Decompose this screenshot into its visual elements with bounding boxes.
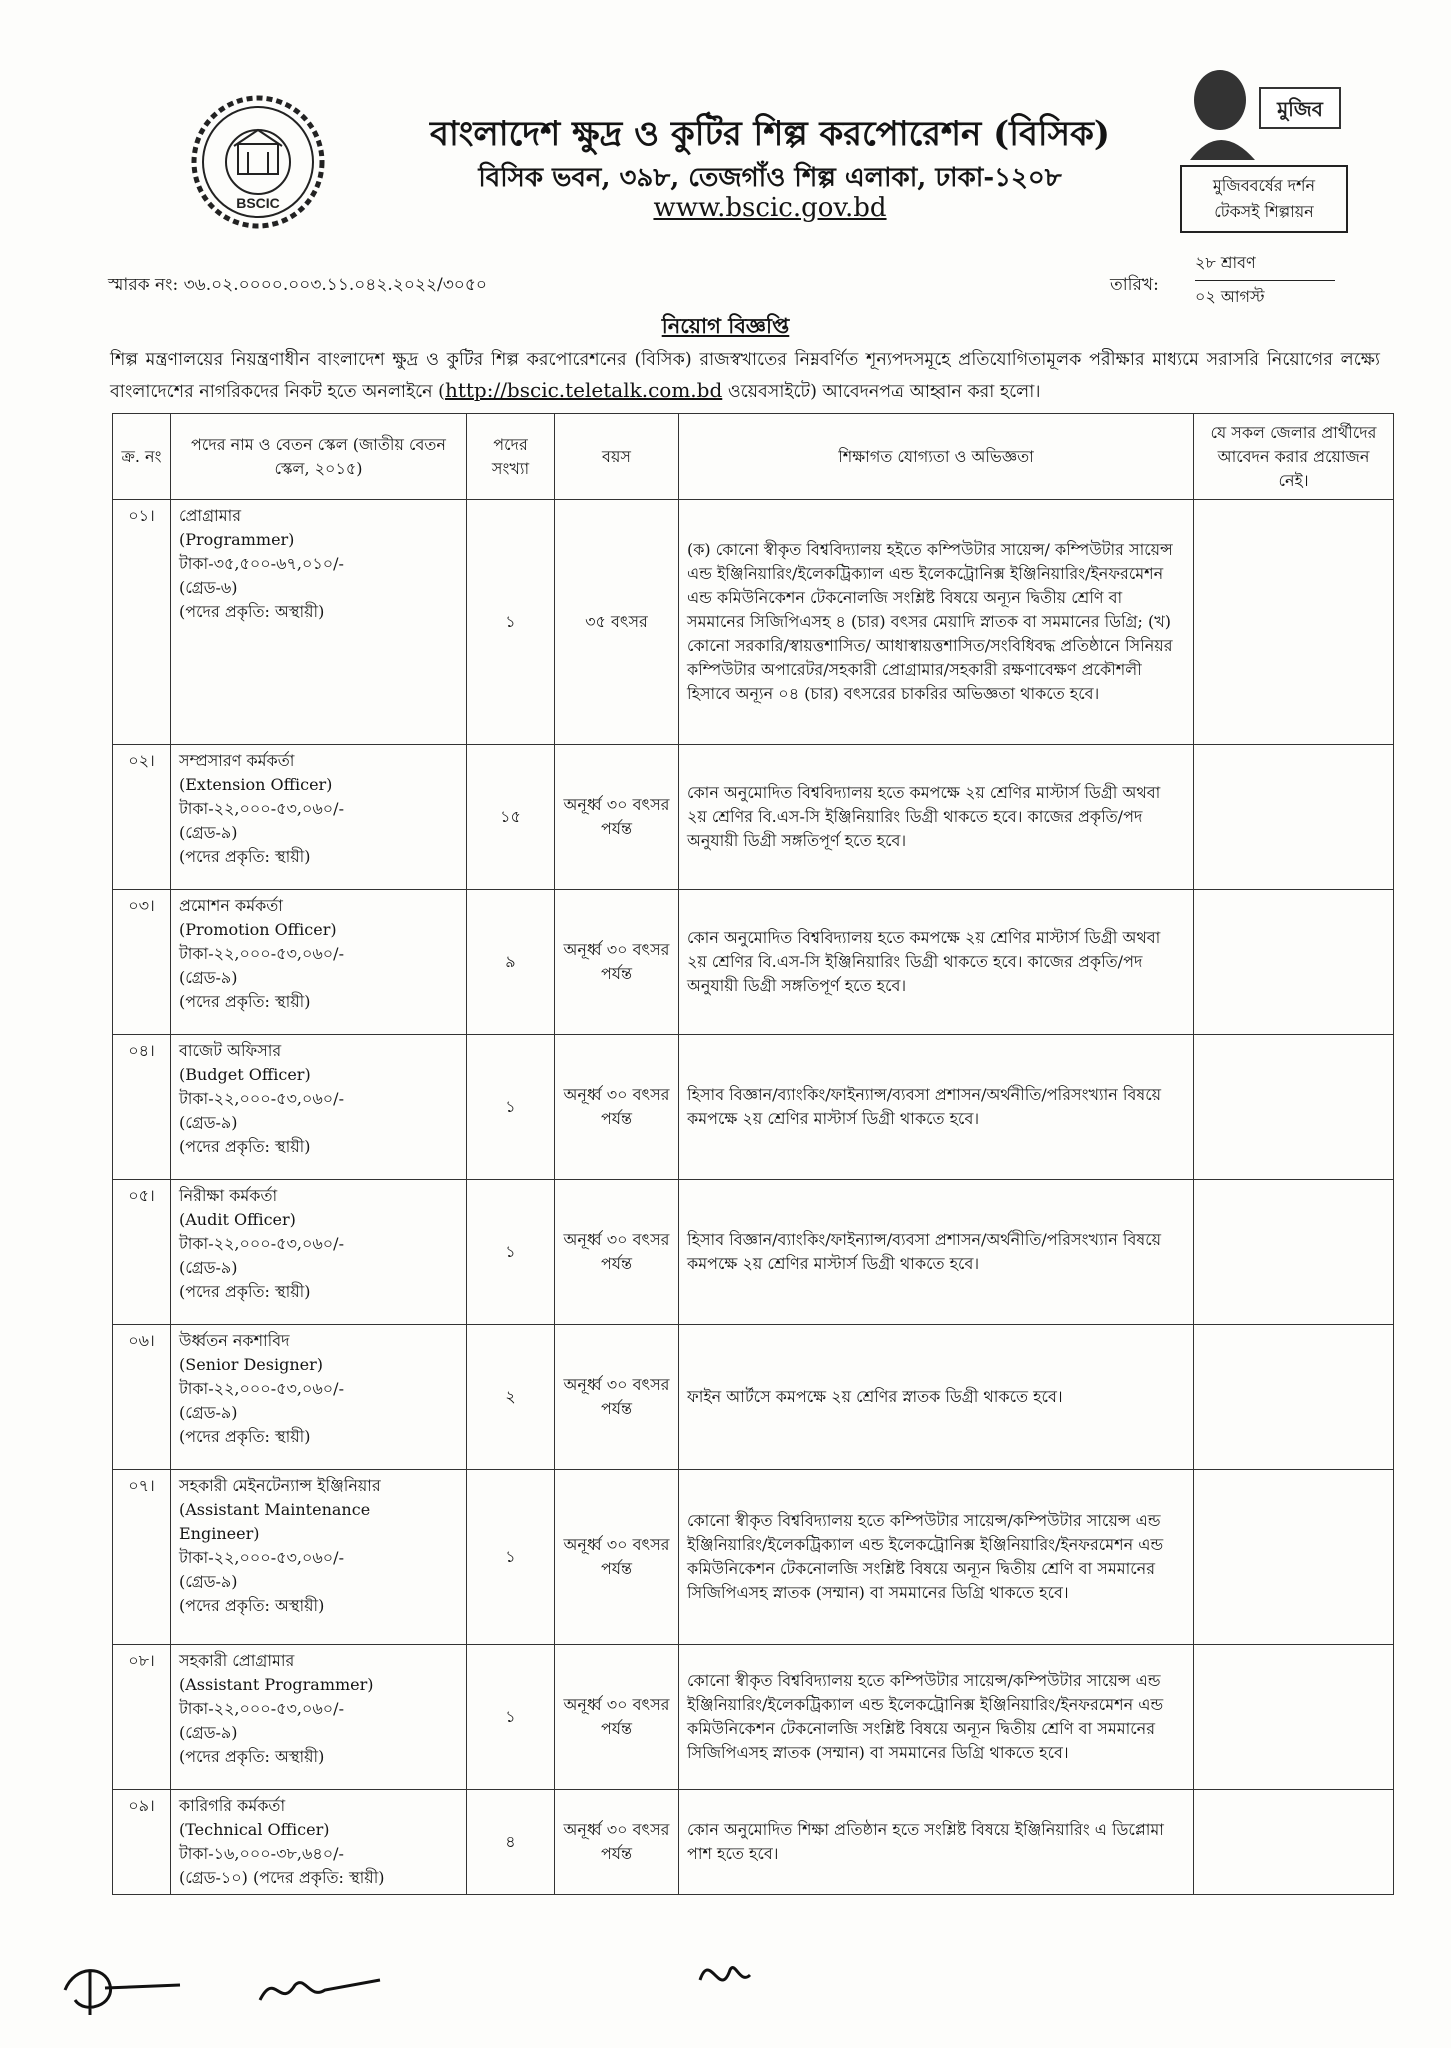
notice-title: নিয়োগ বিজ্ঞপ্তি (661, 313, 790, 338)
row-serial: ০৭। (113, 1470, 171, 1645)
date-bangla: ২৮ শ্রাবণ (1195, 250, 1335, 281)
row-qualification: কোন অনুমোদিত বিশ্ববিদ্যালয় হতে কমপক্ষে ২য় শ্রেণির মাস্টার্স ডিগ্রী অথবা ২য় শ্রেণির বি.এস-সি ইঞ্জিনিয়ারিং ডিগ্রী থাকতে হবে। কাজের প্রকৃতি/পদ অনুযায়ী ডিগ্রী সঙ্গতিপূর্ণ হতে হবে। (679, 890, 1194, 1035)
row-qualification: হিসাব বিজ্ঞান/ব্যাংকিং/ফাইন্যান্স/ব্যবসা প্রশাসন/অর্থনীতি/পরিসংখ্যান বিষয়ে কমপক্ষে ২য় শ্রেণির মাস্টার্স ডিগ্রী থাকতে হবে। (679, 1180, 1194, 1325)
post-info-line: (Senior Designer) (179, 1355, 323, 1374)
intro-text-after: ওয়েবসাইটে) আবেদনপত্র আহ্বান করা হলো। (722, 382, 1041, 402)
table-header-row (113, 414, 1394, 500)
post-info-line: (গ্রেড-৯) (179, 1723, 238, 1742)
row-post-count: ১ (467, 1645, 555, 1790)
row-age: অনূর্ধ্ব ৩০ বৎসর পর্যন্ত (555, 1790, 679, 1895)
post-info-line: উর্ধ্বতন নকশাবিদ (179, 1331, 290, 1350)
row-post-count: ১ (467, 1035, 555, 1180)
organization-address: বিসিক ভবন, ৩৯৮, তেজগাঁও শিল্প এলাকা, ঢাকা-১২০৮ (478, 163, 1062, 193)
post-info-line: প্রমোশন কর্মকর্তা (179, 896, 283, 915)
row-post-count: ১ (467, 1180, 555, 1325)
row-post-info (171, 1645, 467, 1790)
row-excluded-districts (1194, 1470, 1394, 1645)
row-excluded-districts (1194, 500, 1394, 745)
application-website-link[interactable]: http://bscic.teletalk.com.bd (444, 378, 723, 402)
header-post-and-scale: পদের নাম ও বেতন স্কেল (জাতীয় বেতন স্কেল, ২০১৫) (171, 414, 467, 500)
row-post-info (171, 745, 467, 890)
row-age: অনূর্ধ্ব ৩০ বৎসর পর্যন্ত (555, 1180, 679, 1325)
post-info-line: (Budget Officer) (179, 1065, 311, 1084)
row-post-info (171, 1180, 467, 1325)
row-post-count: ৯ (467, 890, 555, 1035)
mujib-badge-line2: টেকসই শিল্পায়ন (1214, 202, 1314, 221)
post-info-line: (গ্রেড-৯) (179, 968, 238, 987)
post-info-line: কারিগরি কর্মকর্তা (179, 1796, 286, 1815)
row-age: অনূর্ধ্ব ৩০ বৎসর পর্যন্ত (555, 1325, 679, 1470)
post-info-line: (Assistant Maintenance (179, 1500, 371, 1519)
post-info-line: টাকা-১৬,০০০-৩৮,৬৪০/- (179, 1844, 344, 1863)
row-post-count: ২ (467, 1325, 555, 1470)
post-info-line: প্রোগ্রামার (179, 506, 242, 525)
row-post-count: ৪ (467, 1790, 555, 1895)
post-info-line: টাকা-৩৫,৫০০-৬৭,০১০/- (179, 554, 344, 573)
post-info-line: (Audit Officer) (179, 1210, 296, 1229)
header-qualification: শিক্ষাগত যোগ্যতা ও অভিজ্ঞতা (679, 414, 1194, 500)
table-row (113, 745, 1394, 890)
mujib-year-logo (1175, 60, 1355, 160)
post-info-line: টাকা-২২,০০০-৫৩,০৬০/- (179, 799, 344, 818)
row-age: অনূর্ধ্ব ৩০ বৎসর পর্যন্ত (555, 890, 679, 1035)
post-info-line: টাকা-২২,০০০-৫৩,০৬০/- (179, 1234, 344, 1253)
row-serial: ০১। (113, 500, 171, 745)
row-age: অনূর্ধ্ব ৩০ বৎসর পর্যন্ত (555, 1470, 679, 1645)
post-info-line: (গ্রেড-৯) (179, 1572, 238, 1591)
post-info-line: (পদের প্রকৃতি: স্থায়ী) (179, 1282, 311, 1301)
post-info-line: (গ্রেড-১০) (পদের প্রকৃতি: স্থায়ী) (179, 1868, 385, 1887)
row-post-count: ১ (467, 1470, 555, 1645)
post-info-line: টাকা-২২,০০০-৫৩,০৬০/- (179, 1379, 344, 1398)
post-info-line: (গ্রেড-৯) (179, 1113, 238, 1132)
post-info-line: (Assistant Programmer) (179, 1675, 374, 1694)
row-post-info (171, 1470, 467, 1645)
post-info-line: সম্প্রসারণ কর্মকর্তা (179, 751, 295, 770)
row-post-info (171, 1035, 467, 1180)
row-qualification: কোন অনুমোদিত শিক্ষা প্রতিষ্ঠান হতে সংশ্লিষ্ট বিষয়ে ইঞ্জিনিয়ারিং এ ডিপ্লোমা পাশ হতে হবে। (679, 1790, 1194, 1895)
row-age: অনূর্ধ্ব ৩০ বৎসর পর্যন্ত (555, 745, 679, 890)
row-qualification: হিসাব বিজ্ঞান/ব্যাংকিং/ফাইন্যান্স/ব্যবসা প্রশাসন/অর্থনীতি/পরিসংখ্যান বিষয়ে কমপক্ষে ২য় শ্রেণির মাস্টার্স ডিগ্রী থাকতে হবে। (679, 1035, 1194, 1180)
post-info-line: (পদের প্রকৃতি: অস্থায়ী) (179, 602, 325, 621)
intro-text-before: শিল্প মন্ত্রণালয়ের নিয়ন্ত্রণাধীন বাংলাদেশ ক্ষুদ্র ও কুটির শিল্প করপোরেশনের (বিসিক) রাজস্বখাতের নিম্নবর্ণিত শূন্যপদসমূহে প্রতিযোগিতামূলক পরীক্ষার মাধ্যমে সরাসরি নিয়োগের লক্ষ্যে বাংলাদেশের নাগরিকদের নিকট হতে অনলাইনে ( (110, 350, 1380, 402)
mujib-logo-text: মুজিব (1277, 97, 1323, 121)
row-post-info (171, 1325, 467, 1470)
row-excluded-districts (1194, 745, 1394, 890)
row-serial: ০৫। (113, 1180, 171, 1325)
row-age: অনূর্ধ্ব ৩০ বৎসর পর্যন্ত (555, 1645, 679, 1790)
post-info-line: (Extension Officer) (179, 775, 333, 794)
row-excluded-districts (1194, 1035, 1394, 1180)
post-info-line: (পদের প্রকৃতি: স্থায়ী) (179, 847, 311, 866)
organization-name: বাংলাদেশ ক্ষুদ্র ও কুটির শিল্প করপোরেশন (বিসিক) (430, 114, 1110, 154)
date-label: তারিখ: (1110, 275, 1159, 295)
row-post-info (171, 890, 467, 1035)
row-excluded-districts (1194, 1325, 1394, 1470)
mujib-badge-box (1180, 165, 1348, 233)
row-serial: ০৯। (113, 1790, 171, 1895)
date-english: ০২ আগস্ট (1195, 287, 1265, 306)
row-excluded-districts (1194, 1180, 1394, 1325)
table-row (113, 1790, 1394, 1895)
post-info-line: (পদের প্রকৃতি: স্থায়ী) (179, 1427, 311, 1446)
row-serial: ০৮। (113, 1645, 171, 1790)
table-row (113, 1325, 1394, 1470)
row-post-count: ১৫ (467, 745, 555, 890)
table-row (113, 500, 1394, 745)
table-row (113, 1470, 1394, 1645)
row-serial: ০২। (113, 745, 171, 890)
post-info-line: টাকা-২২,০০০-৫৩,০৬০/- (179, 1699, 344, 1718)
table-row (113, 1035, 1394, 1180)
row-excluded-districts (1194, 1790, 1394, 1895)
memo-number: স্মারক নং: ৩৬.০২.০০০০.০০৩.১১.০৪২.২০২২/৩০৫০ (108, 275, 487, 295)
post-info-line: বাজেট অফিসার (179, 1041, 282, 1060)
table-row (113, 1645, 1394, 1790)
post-info-line: (পদের প্রকৃতি: স্থায়ী) (179, 992, 311, 1011)
post-info-line: (গ্রেড-৯) (179, 1258, 238, 1277)
header-excluded-districts: যে সকল জেলার প্রার্থীদের আবেদন করার প্রয়োজন নেই। (1194, 414, 1394, 500)
post-info-line: (Promotion Officer) (179, 920, 337, 939)
intro-paragraph (110, 345, 1380, 407)
row-excluded-districts (1194, 890, 1394, 1035)
header-post-count: পদের সংখ্যা (467, 414, 555, 500)
row-qualification: কোন অনুমোদিত বিশ্ববিদ্যালয় হতে কমপক্ষে ২য় শ্রেণির মাস্টার্স ডিগ্রী অথবা ২য় শ্রেণির বি.এস-সি ইঞ্জিনিয়ারিং ডিগ্রী থাকতে হবে। কাজের প্রকৃতি/পদ অনুযায়ী ডিগ্রী সঙ্গতিপূর্ণ হতে হবে। (679, 745, 1194, 890)
post-info-line: Engineer) (179, 1524, 260, 1543)
post-info-line: (গ্রেড-৬) (179, 578, 238, 597)
post-info-line: (গ্রেড-৯) (179, 1403, 238, 1422)
row-qualification: কোনো স্বীকৃত বিশ্ববিদ্যালয় হতে কম্পিউটার সায়েন্স/কম্পিউটার সায়েন্স এন্ড ইঞ্জিনিয়ারিং/ইলেকট্রিক্যাল এন্ড ইলেকট্রোনিক্স ইঞ্জিনিয়ারিং/ইনফরমেশন এন্ড কমিউনিকেশন টেকনোলজি সংশ্লিষ্ট বিষয়ে অন্যূন দ্বিতীয় শ্রেণি বা সমমানের সিজিপিএসহ স্নাতক (সম্মান) বা সমমানের ডিগ্রি থাকতে হবে। (679, 1470, 1194, 1645)
row-serial: ০৪। (113, 1035, 171, 1180)
row-age: অনূর্ধ্ব ৩০ বৎসর পর্যন্ত (555, 1035, 679, 1180)
row-serial: ০৬। (113, 1325, 171, 1470)
organization-website-link[interactable]: www.bscic.gov.bd (653, 193, 887, 223)
row-post-info (171, 1790, 467, 1895)
post-info-line: নিরীক্ষা কর্মকর্তা (179, 1186, 278, 1205)
table-body (113, 500, 1394, 1895)
seal-text: BSCIC (236, 195, 280, 211)
row-age: ৩৫ বৎসর (555, 500, 679, 745)
header-age: বয়স (555, 414, 679, 500)
row-qualification: (ক) কোনো স্বীকৃত বিশ্ববিদ্যালয় হইতে কম্পিউটার সায়েন্স/ কম্পিউটার সায়েন্স এন্ড ইঞ্জিনিয়ারিং/ইলেকট্রিক্যাল এন্ড ইলেকট্রোনিক্স ইঞ্জিনিয়ারিং/ইনফরমেশন এন্ড কমিউনিকেশন টেকনোলজি সংশ্লিষ্ট বিষয়ে অন্যূন দ্বিতীয় শ্রেণি বা সমমানের সিজিপিএসহ ৪ (চার) বৎসর মেয়াদি স্নাতক বা সমমানের ডিগ্রি; (খ) কোনো সরকারি/স্বায়ত্তশাসিত/ আধাস্বায়ত্তশাসিত/সংবিধিবদ্ধ প্রতিষ্ঠানে সিনিয়র কম্পিউটার অপারেটর/সহকারী প্রোগ্রামার/সহকারী রক্ষণাবেক্ষণ প্রকৌশলী হিসাবে অন্যূন ০৪ (চার) বৎসরের চাকরির অভিজ্ঞতা থাকতে হবে। (679, 500, 1194, 745)
post-info-line: টাকা-২২,০০০-৫৩,০৬০/- (179, 1089, 344, 1108)
date-block (1195, 250, 1335, 308)
post-info-line: (Programmer) (179, 530, 295, 549)
table-row (113, 890, 1394, 1035)
header-serial: ক্র. নং (113, 414, 171, 500)
post-info-line: সহকারী প্রোগ্রামার (179, 1651, 295, 1670)
post-info-line: টাকা-২২,০০০-৫৩,০৬০/- (179, 1548, 344, 1567)
row-qualification: ফাইন আর্টসে কমপক্ষে ২য় শ্রেণির স্নাতক ডিগ্রী থাকতে হবে। (679, 1325, 1194, 1470)
row-post-count: ১ (467, 500, 555, 745)
row-serial: ০৩। (113, 890, 171, 1035)
row-qualification: কোনো স্বীকৃত বিশ্ববিদ্যালয় হতে কম্পিউটার সায়েন্স/কম্পিউটার সায়েন্স এন্ড ইঞ্জিনিয়ারিং/ইলেকট্রিক্যাল এন্ড ইলেকট্রোনিক্স ইঞ্জিনিয়ারিং/ইনফরমেশন এন্ড কমিউনিকেশন টেকনোলজি সংশ্লিষ্ট বিষয়ে অন্যূন দ্বিতীয় শ্রেণি বা সমমানের সিজিপিএসহ স্নাতক (সম্মান) বা সমমানের ডিগ্রি থাকতে হবে। (679, 1645, 1194, 1790)
post-info-line: (গ্রেড-৯) (179, 823, 238, 842)
row-post-info (171, 500, 467, 745)
mujib-badge-line1: মুজিববর্ষের দর্শন (1212, 176, 1316, 195)
post-info-line: টাকা-২২,০০০-৫৩,০৬০/- (179, 944, 344, 963)
signature-marks (60, 1940, 1360, 2030)
post-info-line: সহকারী মেইনটেন্যান্স ইঞ্জিনিয়ার (179, 1476, 381, 1495)
row-excluded-districts (1194, 1645, 1394, 1790)
post-info-line: (Technical Officer) (179, 1820, 330, 1839)
vacancy-table (112, 413, 1394, 1895)
bscic-seal-logo (188, 92, 328, 232)
table-row (113, 1180, 1394, 1325)
post-info-line: (পদের প্রকৃতি: অস্থায়ী) (179, 1747, 325, 1766)
post-info-line: (পদের প্রকৃতি: অস্থায়ী) (179, 1596, 325, 1615)
post-info-line: (পদের প্রকৃতি: স্থায়ী) (179, 1137, 311, 1156)
